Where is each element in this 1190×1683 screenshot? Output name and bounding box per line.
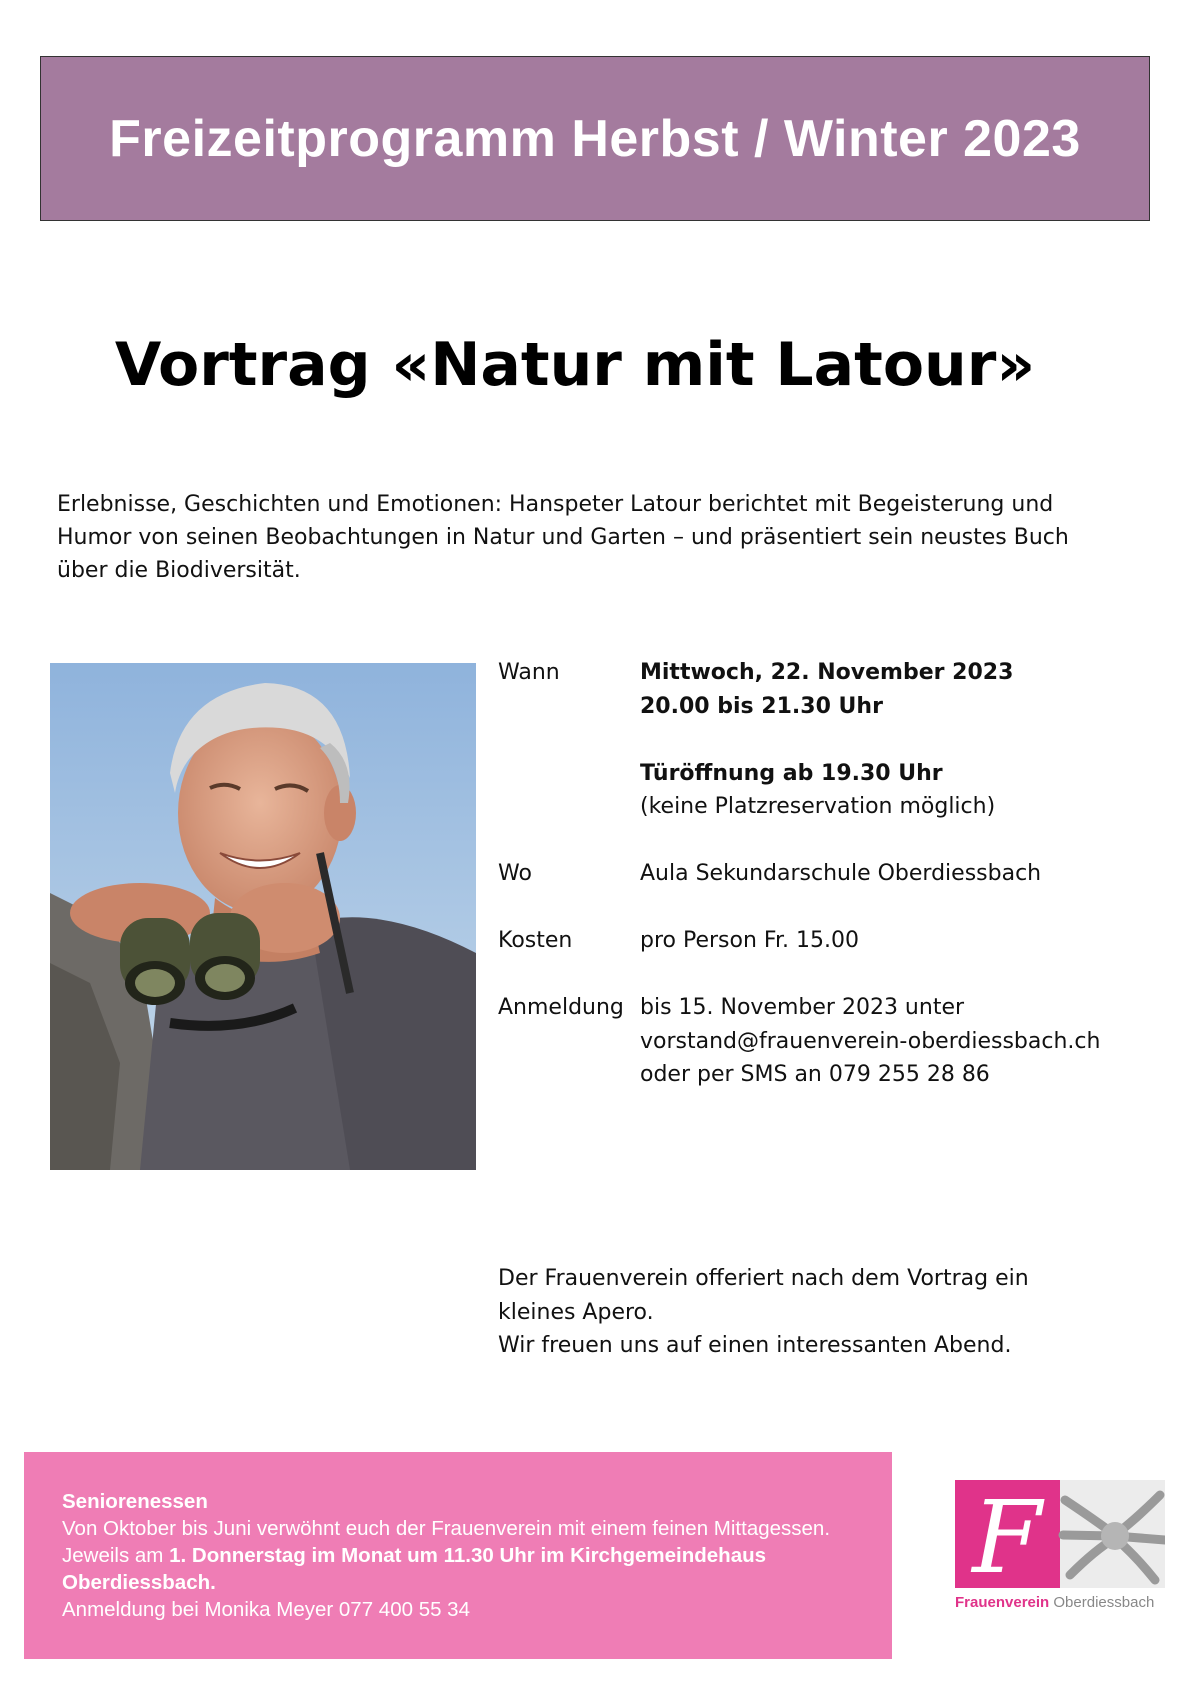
hands-together-icon [1060,1480,1165,1588]
event-date: Mittwoch, 22. November 2023 [640,660,1014,685]
detail-row-anmeldung [498,991,1138,1092]
footer-line: Von Oktober bis Juni verwöhnt euch der Frauenverein mit einem feinen Mittagessen. [62,1517,831,1540]
closing-text [498,1262,1098,1363]
registration-deadline: bis 15. November 2023 unter [640,995,965,1020]
seniorenessen-box [24,1452,892,1659]
footer-line [62,1542,854,1569]
logo-name-bold: Frauenverein [955,1594,1050,1611]
detail-row-wo [498,857,1138,891]
registration-email[interactable]: vorstand@frauenverein-oberdiessbach.ch [640,1028,1101,1054]
door-open-time: Türöffnung ab 19.30 Uhr [640,760,943,786]
logo-text [955,1594,1175,1611]
footer-line: Anmeldung bei Monika Meyer 077 400 55 34 [62,1598,470,1621]
detail-label: Wo [498,861,532,886]
detail-label: Anmeldung [498,995,624,1020]
door-note: (keine Platzreservation möglich) [640,794,996,819]
header-banner [40,56,1150,221]
detail-row-kosten [498,924,1138,958]
event-title: Vortrag «Natur mit Latour» [114,330,1036,400]
detail-label: Kosten [498,928,573,953]
man-with-binoculars-photo [50,663,476,1170]
detail-value [640,991,1138,1092]
detail-value: Aula Sekundarschule Oberdiessbach [640,861,1042,886]
closing-line: kleines Apero. [498,1299,654,1325]
event-time: 20.00 bis 21.30 Uhr [640,693,883,719]
registration-sms: oder per SMS an 079 255 28 86 [640,1062,990,1087]
header-title: Freizeitprogramm Herbst / Winter 2023 [109,109,1081,168]
detail-value: pro Person Fr. 15.00 [640,928,859,953]
footer-heading: Seniorenessen [62,1490,208,1513]
footer-line-prefix: Jeweils am [62,1544,170,1567]
footer-line-bold: 1. Donnerstag im Monat um 11.30 Uhr im Kirchgemeindehaus [169,1544,767,1567]
event-intro: Erlebnisse, Geschichten und Emotionen: Hanspeter Latour berichtet mit Begeisterung und Humor von seinen Beobachtungen in Natur und Garten – und präsentiert sein neustes Buch über die Biodiversität. [57,492,1069,583]
detail-label: Wann [498,660,560,685]
logo-name-light: Oberdiessbach [1053,1594,1155,1611]
detail-row-wann [498,656,1138,824]
logo-letter: F [972,1480,1042,1590]
closing-line: Wir freuen uns auf einen interessanten Abend. [498,1333,1012,1358]
closing-line: Der Frauenverein offeriert nach dem Vortrag ein [498,1266,1029,1291]
event-details [498,656,1138,1092]
detail-value [640,656,1138,824]
speaker-photo [50,663,476,1170]
footer-line: Oberdiessbach. [62,1571,216,1594]
